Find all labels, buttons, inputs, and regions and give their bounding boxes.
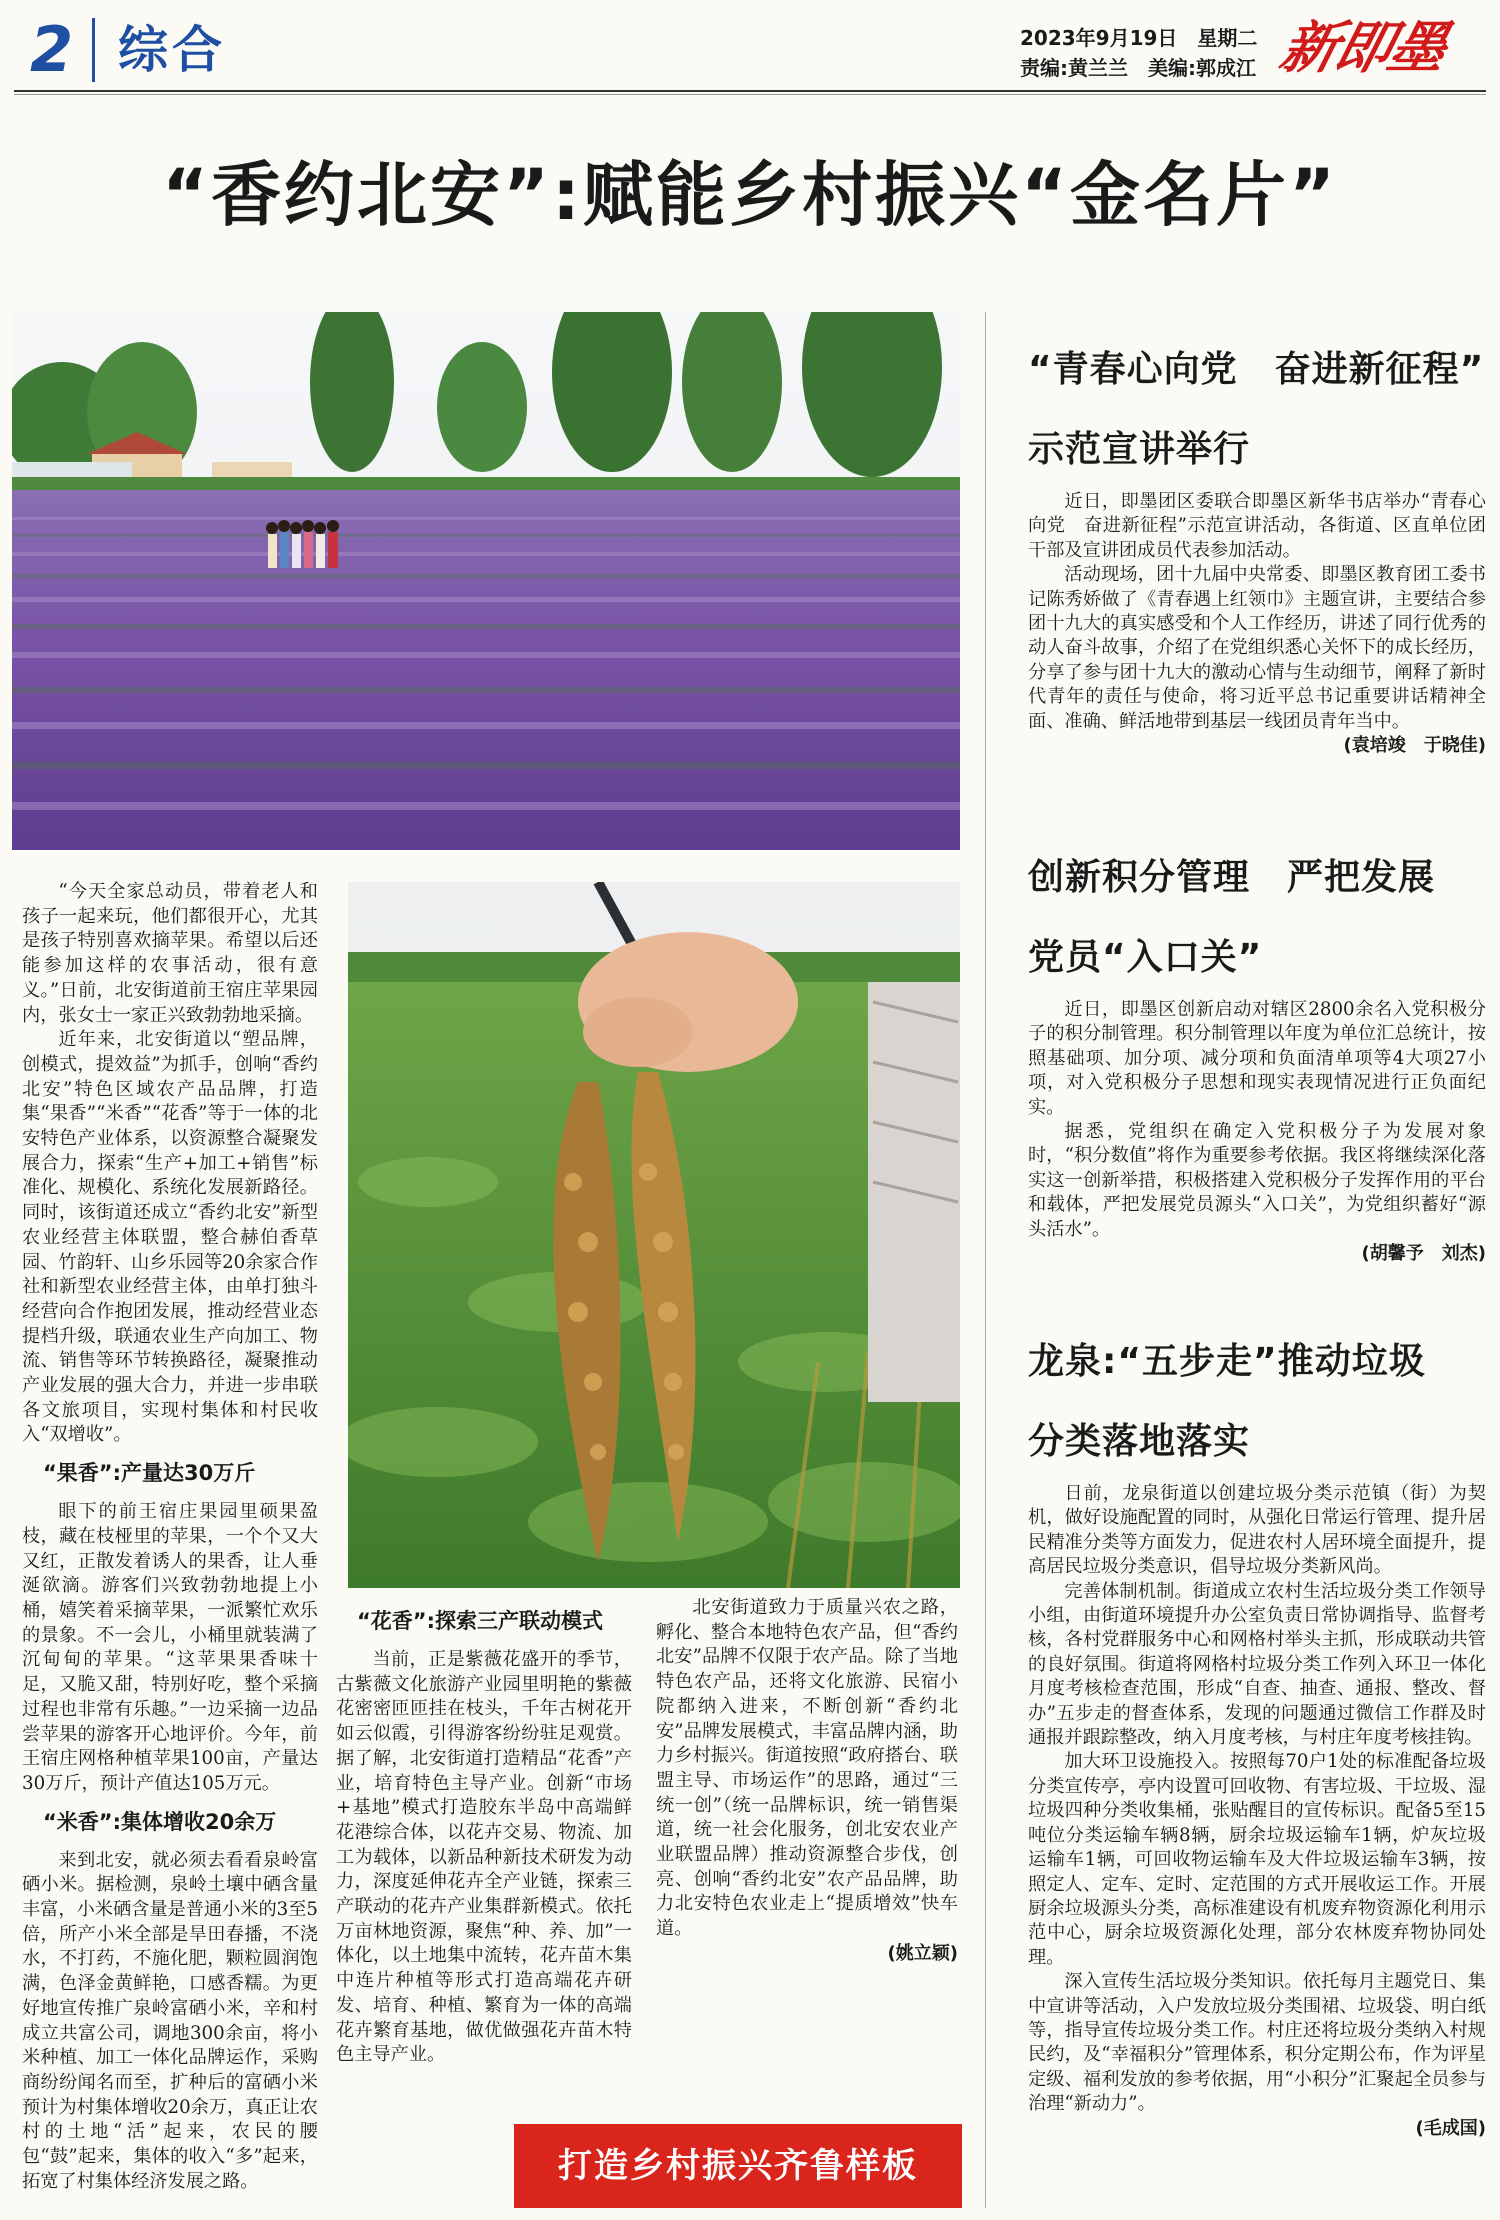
slogan-banner: 打造乡村振兴齐鲁样板 (514, 2124, 962, 2208)
subheading-fruit: “果香”:产量达30万斤 (43, 1461, 256, 1486)
main-paragraph-4: 来到北安，就必须去看看泉岭富硒小米。据检测，泉岭土壤中硒含量丰富，小米硒含量是普通小米的3至5倍，所产小米全部是旱田春播，不浇水，不打药，不施化肥，颗粒圆润饱满，色泽金黄鲜艳，口感香糯。为更好地宣传推广泉岭富硒小米，辛和村成立共富公司，调地300余亩，将小米种植、加工一体化品牌运作，采购商纷纷闻名而至，扩种后的富硒小米预计为村集体增收20余万，真正让农村的土地“活”起来，农民的腰包“鼓”起来，集体的收入“多”起来，拓宽了村集体经济发展之路。 (22, 1849, 318, 2192)
article-title-line-1: 创新积分管理 严把发展 (1028, 857, 1436, 898)
article-paragraph: 近日，即墨团区委联合即墨区新华书店举办“青春心向党 奋进新征程”示范宣讲活动，各街道、区直单位团干部及宣讲团成员代表参加活动。 (1028, 491, 1486, 561)
main-headline: “香约北安”:赋能乡村振兴“金名片” (161, 154, 1339, 236)
article-title-line-1: 龙泉:“五步走”推动垃圾 (1028, 1341, 1426, 1382)
right-article-garbage (1028, 1322, 1486, 2141)
article-paragraph: 日前，龙泉街道以创建垃圾分类示范镇（街）为契机，做好设施配置的同时，从强化日常运行管理、提升居民精准分类等方面发力，促进农村人居环境全面提升，提高居民垃圾分类意识，倡导垃圾分类新风尚。 (1028, 1483, 1486, 1578)
issue-date: 2023年9月19日 星期二 (1020, 26, 1258, 50)
header-divider (92, 18, 95, 82)
article-paragraph: 据悉，党组织在确定入党积极分子为发展对象时，“积分数值”将作为重要参考依据。我区将继续深化落实这一创新举措，积极搭建入党积极分子发挥作用的平台和载体，严把发展党员源头“入口关”，为党组织蓄好“源头活水”。 (1028, 1121, 1486, 1240)
main-article-col-3 (656, 1596, 958, 2148)
masthead-logo: 新即墨 (1273, 15, 1453, 81)
section-title: 综合 (118, 21, 226, 79)
article-title-line-2: 党员“入口关” (1028, 937, 1263, 978)
article-body (1028, 998, 1486, 1266)
header-rule (14, 90, 1486, 92)
editors-line: 责编:黄兰兰 美编:郭成江 (1020, 56, 1256, 80)
article-paragraph: 深入宣传生活垃圾分类知识。依托每月主题党日、集中宣讲等活动，入户发放垃圾分类围裙、垃圾袋、明白纸等，指导宣传垃圾分类工作。村庄还将垃圾分类纳入村规民约，及“幸福积分”管理体系，积分定期公布，作为评星定级、福利发放的参考依据，用“小积分”汇聚起全员参与治理“新动力”。 (1028, 1971, 1486, 2115)
right-article-youth (1028, 330, 1486, 758)
main-paragraph-1: “今天全家总动员，带着老人和孩子一起来玩，他们都很开心，尤其是孩子特别喜欢摘苹果。希望以后还能参加这样的农事活动，很有意义。”日前，北安街道前王宿庄苹果园内，张女士一家正兴致勃勃地采摘。 (22, 881, 318, 1026)
page-number: 2 (30, 13, 74, 86)
article-paragraph: 活动现场，团十九届中央常委、即墨区教育团工委书记陈秀娇做了《青春遇上红领巾》主题宣讲，主要结合参团十九大的真实感受和个人工作经历，讲述了同行优秀的动人奋斗故事，介绍了在党组织悉心关怀下的成长经历，分享了参与团十九大的激动心情与生动细节，阐释了新时代青年的责任与使命，将习近平总书记重要讲话精神全面、准确、鲜活地带到基层一线团员青年当中。 (1028, 564, 1486, 732)
column-divider (985, 312, 986, 2208)
article-byline: (毛成国) (1415, 2117, 1486, 2139)
millet-hand-photo (348, 882, 960, 1588)
lavender-field-photo (12, 312, 960, 850)
header-rule-thin (14, 94, 1486, 95)
main-paragraph-3: 眼下的前王宿庄果园里硕果盈枝，藏在枝桠里的苹果，一个个又大又红，正散发着诱人的果香，让人垂涎欲滴。游客们兴致勃勃地提上小桶，嬉笑着采摘苹果，一派繁忙欢乐的景象。不一会儿，小桶里就装满了沉甸甸的苹果。“这苹果果香味十足，又脆又甜，特别好吃，整个采摘过程也非常有乐趣。”一边采摘一边品尝苹果的游客开心地评价。今年，前王宿庄网格种植苹果100亩，产量达30万斤，预计产值达105万元。 (22, 1501, 318, 1794)
main-article-col-2 (336, 1596, 632, 2156)
main-byline: (姚立颖) (887, 1942, 958, 1964)
article-body (1028, 1482, 1486, 2141)
article-byline: (袁培竣 于晓佳) (1343, 735, 1486, 757)
main-article-col-1 (22, 880, 318, 2210)
article-paragraph: 加大环卫设施投入。按照每70户1处的标准配备垃圾分类宣传亭，亭内设置可回收物、有害垃圾、干垃圾、湿垃圾四种分类收集桶，张贴醒目的宣传标识。配备5至15吨位分类运输车辆8辆，厨余垃圾运输车1辆，炉灰垃圾运输车1辆，可回收物运输车及大件垃圾运输车3辆，按照定人、定车、定时、定范围的方式开展收运工作。开展厨余垃圾源头分类，高标准建设有机废弃物资源化利用示范中心，厨余垃圾资源化处理，部分农林废弃物协同处理。 (1028, 1751, 1486, 1968)
article-byline: (胡馨予 刘杰) (1361, 1243, 1486, 1265)
subheading-millet: “米香”:集体增收20余万 (43, 1809, 277, 1834)
main-paragraph-2: 近年来，北安街道以“塑品牌，创模式，提效益”为抓手，创响“香约北安”特色区域农产品品牌，打造集“果香”“米香”“花香”等于一体的北安特色产业体系，以资源整合凝聚发展合力，探索“生产+加工+销售”标准化、规模化、系统化发展新路径。同时，该街道还成立“香约北安”新型农业经营主体联盟，整合赫伯香草园、竹韵轩、山乡乐园等20余家合作社和新型农业经营主体，由单打独斗经营向合作抱团发展，推动经营业态提档升级，联通农业生产向加工、物流、销售等环节转换路径，凝聚推动产业发展的强大合力，并进一步串联各文旅项目，实现村集体和村民收入“双增收”。 (22, 1029, 318, 1446)
article-paragraph: 完善体制机制。街道成立农村生活垃圾分类工作领导小组，由街道环境提升办公室负责日常协调指导、监督考核，各村党群服务中心和网格村举头主抓，形成联动共管的良好氛围。街道将网格村垃圾分类工作列入环卫一体化月度考核检查范围，形成“自查、抽查、通报、整改、督办”五步走的督查体系，发现的问题通过微信工作群及时通报并跟踪整改，纳入月度考核，与村庄年度考核挂钩。 (1028, 1580, 1486, 1749)
article-body (1028, 490, 1486, 758)
main-paragraph-6: 北安街道致力于质量兴农之路，孵化、整合本地特色农产品，但“香约北安”品牌不仅限于农产品。除了当地特色农产品，还将文化旅游、民宿小院都纳入进来，不断创新“香约北安”品牌发展模式，丰富品牌内涵，助力乡村振兴。街道按照“政府搭台、联盟主导、市场运作”的思路，通过“三统一创”（统一品牌标识，统一销售渠道，统一社会化服务，创北安农业产业联盟品牌）推动资源整合步伐，创亮、创响“香约北安”农产品品牌，助力北安特色农业走上“提质增效”快车道。 (656, 1597, 958, 1940)
main-paragraph-5: 当前，正是紫薇花盛开的季节，古紫薇文化旅游产业园里明艳的紫薇花密密匝匝挂在枝头，千年古树花开如云似霞，引得游客纷纷驻足观赏。据了解，北安街道打造精品“花香”产业，培育特色主导产业。创新“市场+基地”模式打造胶东半岛中高端鲜花港综合体，以花卉交易、物流、加工为载体，以新品种新技术研发为动力，深度延伸花卉全产业链，探索三产联动的花卉产业集群新模式。依托万亩林地资源，聚焦“种、养、加”一体化，以土地集中流转，花卉苗木集中连片种植等形式打造高端花卉研发、培育、种植、繁育为一体的高端花卉繁育基地，做优做强花卉苗木特色主导产业。 (336, 1649, 632, 2066)
article-title-line-1: “青春心向党 奋进新征程” (1028, 349, 1485, 390)
article-title-line-2: 示范宣讲举行 (1028, 429, 1251, 470)
right-article-points (1028, 838, 1486, 1266)
article-paragraph: 近日，即墨区创新启动对辖区2800余名入党积极分子的积分制管理。积分制管理以年度为单位汇总统计，按照基础项、加分项、减分项和负面清单项等4大项27小项，对入党积极分子思想和现实表现情况进行正负面纪实。 (1028, 999, 1486, 1118)
subheading-flower: “花香”:探索三产联动模式 (357, 1609, 604, 1633)
article-title-line-2: 分类落地落实 (1028, 1421, 1251, 1462)
